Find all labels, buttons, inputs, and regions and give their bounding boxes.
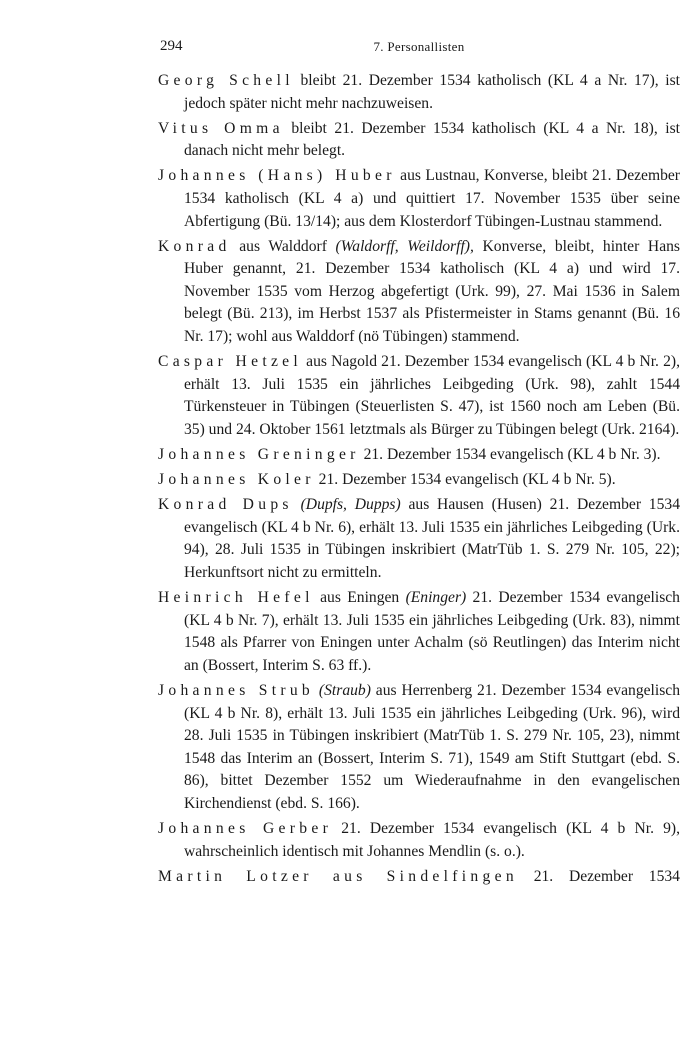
name-variant: (Eninger) (405, 589, 467, 607)
person-name: Martin Lotzer aus Sindelfingen (158, 867, 518, 885)
page-number: 294 (160, 38, 183, 54)
page-header (158, 38, 680, 58)
person-name: Johannes Greninger (158, 446, 360, 463)
entry-text: aus Hausen (Husen) 21. Dezember 1534 evangelisch (KL 4 b Nr. 6), erhält 13. Juli 1535 ein jährliches Leibgeding (Urk. 94), 28. Juli 1535 in Tübingen inskribiert (MatrTüb 1. S. 279 Nr. 105, 22); Herkunftsort nicht zu ermitteln. (184, 496, 680, 581)
entry-text: bleibt 21. Dezember 1534 katholisch (KL 4 a Nr. 18), ist danach nicht mehr belegt. (184, 119, 680, 160)
entry-text: Konverse, bleibt, hinter Hans Huber genannt, 21. Dezember 1534 katholisch (KL 4 a) und wird 17. November 1535 vom Herzog abgefertigt (Urk. 99), 27. Mai 1536 in Salem belegt (Bü. 213), im Herbst 1537 als Pfistermeister in Stams genannt (Bü. 16 Nr. 17); wohl aus Walddorf (nö Tübingen) stammend. (184, 237, 680, 346)
person-name: Johannes Koler (158, 471, 315, 489)
entry-origin: aus Eningen (313, 589, 406, 607)
name-variant: (Dupfs, Dupps) (300, 496, 401, 514)
list-item (158, 236, 680, 349)
list-item (158, 587, 680, 677)
person-name: Konrad (158, 237, 231, 255)
list-item (158, 351, 680, 441)
entry-text: 21. Dezember 1534 evangelisch (KL 4 b Nr. 7), erhält 13. Juli 1535 ein jährliches Leibgeding (Urk. 83), nimmt 1548 als Pfarrer von Eningen unter Achalm (sö Reutlingen) das Interim nicht an (Bossert, Interim S. 63 ff.). (184, 589, 680, 674)
entry-text: 21. Dezember 1534 evangelisch (KL 4 b Nr. 3). (359, 446, 661, 463)
entry-text: 21. Dezember 1534 (517, 867, 680, 885)
list-item (158, 469, 680, 492)
entry-text: bleibt 21. Dezember 1534 katholisch (KL 4 a Nr. 17), ist jedoch später nicht mehr nachzuweisen. (184, 72, 681, 112)
name-variant: (Waldorff, Weildorff), (335, 237, 474, 255)
list-item (158, 494, 680, 584)
list-item (158, 680, 680, 816)
running-title: 7. Personallisten (373, 39, 465, 54)
name-variant: (Straub) (318, 681, 371, 699)
entry-origin (293, 496, 301, 513)
person-name: Caspar Hetzel (158, 353, 303, 371)
person-name: Georg Schell (158, 72, 294, 89)
list-item (158, 866, 680, 889)
person-name: Johannes Gerber (158, 820, 333, 837)
list-item (158, 165, 680, 233)
list-item (158, 70, 680, 115)
entry-origin: aus Walddorf (230, 237, 336, 255)
person-name: Johannes Strub (158, 681, 315, 699)
person-name: Johannes (Hans) Huber (158, 167, 396, 185)
person-name: Vitus Omma (158, 119, 284, 137)
entry-text: aus Lustnau, Konverse, bleibt 21. Dezember 1534 katholisch (KL 4 a) und quittiert 17. November 1535 über seine Abfertigung (Bü. 13/14); aus dem Klosterdorf Tübingen-Lustnau stammend. (184, 167, 680, 230)
entry-text: 21. Dezember 1534 evangelisch (KL 4 b Nr. 5). (314, 471, 616, 489)
entry-text: 21. Dezember 1534 evangelisch (KL 4 b Nr. 9), wahrscheinlich identisch mit Johannes Mendlin (s. o.). (184, 820, 681, 860)
list-item (158, 444, 680, 467)
list-item (158, 118, 680, 163)
person-name: Heinrich Hefel (158, 589, 314, 607)
person-name: Konrad Dups (158, 496, 293, 514)
entry-text: aus Herrenberg 21. Dezember 1534 evangelisch (KL 4 b Nr. 8), erhält 13. Juli 1535 ein jährliches Leibgeding (Urk. 96), wird 28. Juli 1535 in Tübingen inskribiert (MatrTüb 1. S. 279 Nr. 105, 23), nimmt 1548 das Interim an (Bossert, Interim S. 71), 1549 am Stift Stuttgart (ebd. S. 86), bittet Dezember 1552 um Wiederaufnahme in den evangelischen Kirchendienst (ebd. S. 166). (184, 681, 680, 812)
list-item (158, 818, 680, 863)
entry-text: aus Nagold 21. Dezember 1534 evangelisch (KL 4 b Nr. 2), erhält 13. Juli 1535 ein jährliches Leibgeding (Urk. 98), zahlt 1544 Türkensteuer in Tübingen (Steuerlisten S. 47), ist 1560 noch am Leben (Bü. 35) und 24. Oktober 1561 letztmals als Bürger zu Tübingen belegt (Urk. 2164). (184, 353, 680, 438)
personnel-list (158, 70, 680, 891)
